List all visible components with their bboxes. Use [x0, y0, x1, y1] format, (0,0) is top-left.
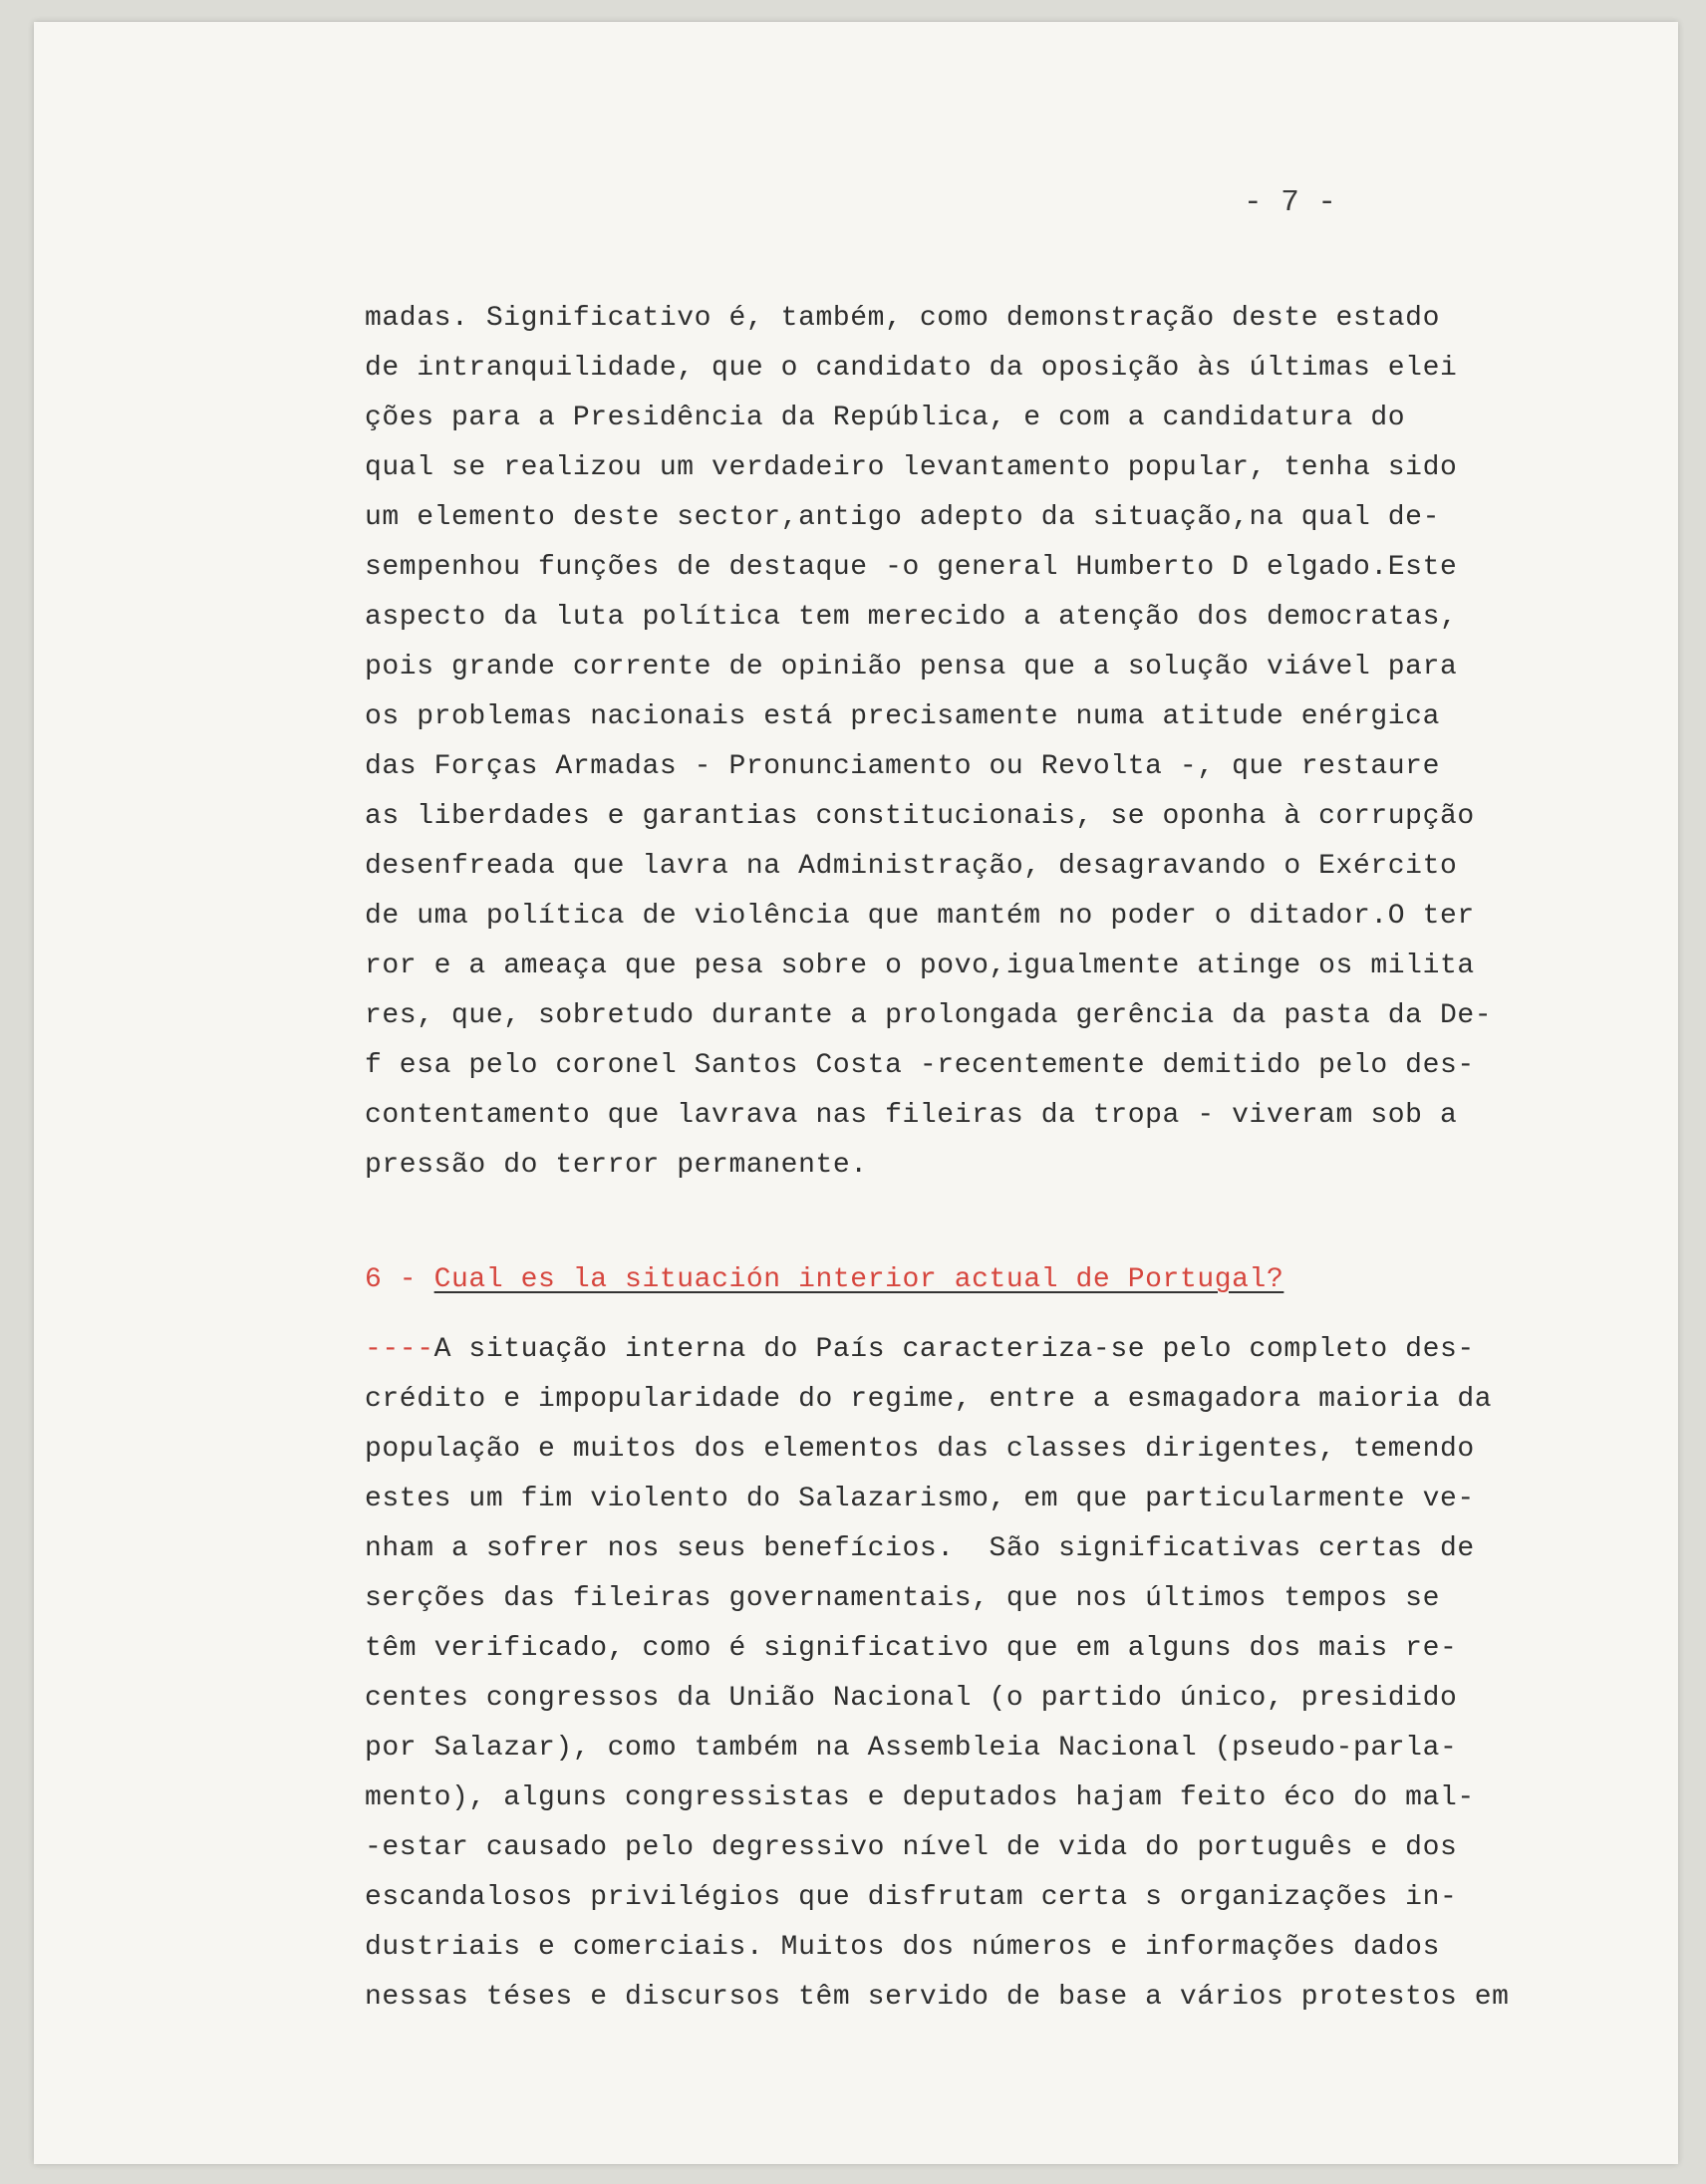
- text-line: as liberdades e garantias constitucionais, se oponha à corrupção: [365, 801, 1475, 832]
- text-line: res, que, sobretudo durante a prolongada gerência da pasta da De-: [365, 1000, 1493, 1031]
- text-line: ror e a ameaça que pesa sobre o povo,igualmente atinge os milita: [365, 951, 1475, 981]
- text-line: qual se realizou um verdadeiro levantamento popular, tenha sido: [365, 452, 1458, 483]
- text-line: têm verificado, como é significativo que em alguns dos mais re-: [365, 1633, 1458, 1664]
- text-line: estes um fim violento do Salazarismo, em que particularmente ve-: [365, 1484, 1475, 1514]
- indent-marks: ----: [365, 1334, 434, 1365]
- text-line: das Forças Armadas - Pronunciamento ou Revolta -, que restaure: [365, 751, 1440, 782]
- text-line: sempenhou funções de destaque -o general Humberto D elgado.Este: [365, 552, 1458, 583]
- text-line: nham a sofrer nos seus benefícios. São significativas certas de: [365, 1533, 1475, 1564]
- text-line: aspecto da luta política tem merecido a atenção dos democratas,: [365, 602, 1458, 633]
- text-line: pressão do terror permanente.: [365, 1150, 868, 1181]
- text-line: [365, 1325, 1510, 1375]
- text-line: serções das fileiras governamentais, que nos últimos tempos se: [365, 1583, 1440, 1614]
- page-number: - 7 -: [1244, 185, 1337, 220]
- text-line: os problemas nacionais está precisamente numa atitude enérgica: [365, 701, 1440, 732]
- text-line: um elemento deste sector,antigo adepto da situação,na qual de-: [365, 502, 1440, 533]
- text-line: f esa pelo coronel Santos Costa -recentemente demitido pelo des-: [365, 1050, 1475, 1081]
- paragraph-2: [365, 1325, 1510, 2023]
- text-line: contentamento que lavrava nas fileiras da tropa - viveram sob a: [365, 1100, 1458, 1131]
- text-line: mento), alguns congressistas e deputados hajam feito éco do mal-: [365, 1782, 1475, 1813]
- first-line-text: A situação interna do País caracteriza-se pelo completo des-: [433, 1334, 1475, 1365]
- text-line: escandalosos privilégios que disfrutam certa s organizações in-: [365, 1882, 1458, 1913]
- section-heading: [365, 1255, 1283, 1305]
- text-line: de uma política de violência que mantém no poder o ditador.O ter: [365, 901, 1475, 932]
- text-line: centes congressos da União Nacional (o partido único, presidido: [365, 1683, 1458, 1714]
- paragraph-1: [365, 294, 1492, 1191]
- section-number: 6 -: [365, 1264, 418, 1295]
- text-line: desenfreada que lavra na Administração, desagravando o Exército: [365, 851, 1458, 882]
- text-line: pois grande corrente de opinião pensa que a solução viável para: [365, 652, 1458, 682]
- text-line: -estar causado pelo degressivo nível de vida do português e dos: [365, 1832, 1458, 1863]
- text-line: dustriais e comerciais. Muitos dos números e informações dados: [365, 1932, 1440, 1963]
- text-line: madas. Significativo é, também, como demonstração deste estado: [365, 303, 1440, 334]
- section-question: Cual es la situación interior actual de Portugal?: [433, 1264, 1284, 1295]
- text-line: crédito e impopularidade do regime, entre a esmagadora maioria da: [365, 1384, 1493, 1415]
- text-line: nessas téses e discursos têm servido de base a vários protestos em: [365, 1982, 1510, 2013]
- text-line: por Salazar), como também na Assembleia Nacional (pseudo-parla-: [365, 1733, 1458, 1764]
- text-line: ções para a Presidência da República, e com a candidatura do: [365, 403, 1406, 433]
- text-line: de intranquilidade, que o candidato da oposição às últimas elei: [365, 353, 1458, 384]
- text-line: população e muitos dos elementos das classes dirigentes, temendo: [365, 1434, 1475, 1465]
